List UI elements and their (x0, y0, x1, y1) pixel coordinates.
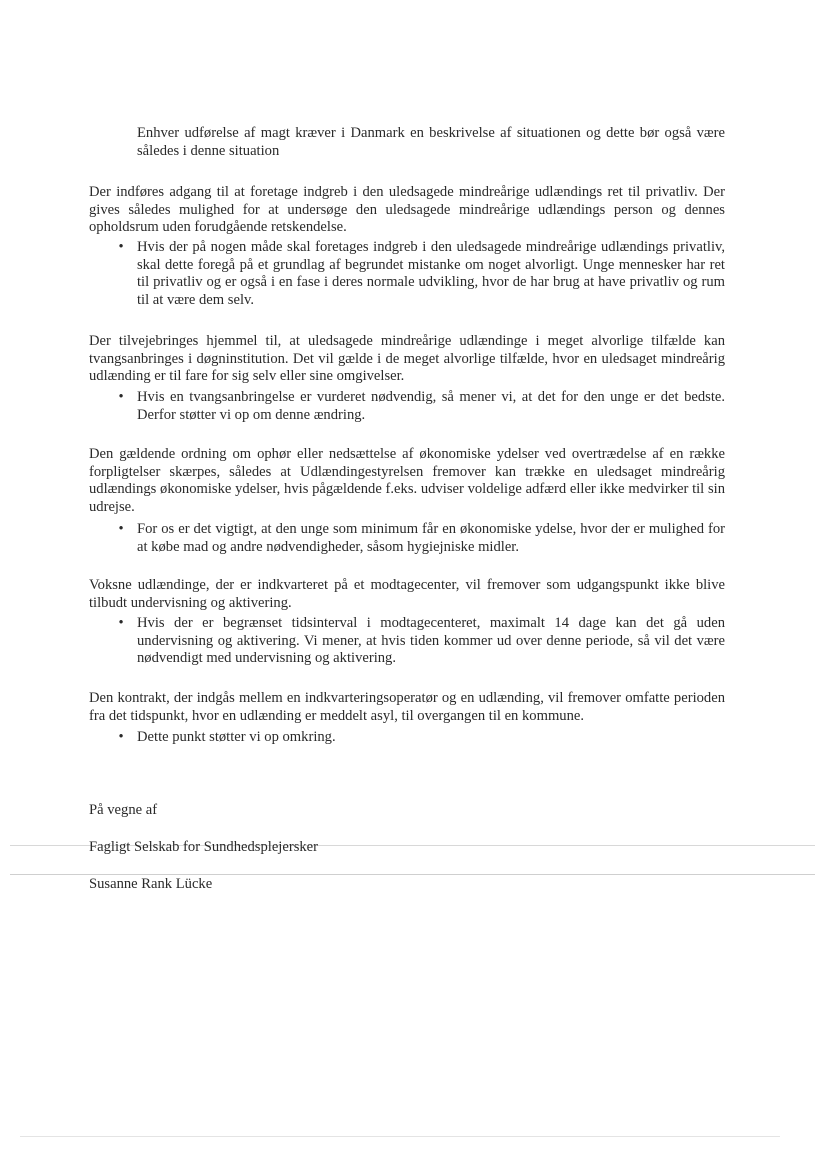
bullet-text: Hvis der er begrænset tidsinterval i modtagecenteret, maximalt 14 dage kan det gå uden undervisning og aktivering. Vi mener, at hvis tiden kommer ud over denne periode, så vil det være nødvendigt med undervisning og aktivering. (137, 615, 725, 667)
signature-organization: Fagligt Selskab for Sundhedsplejersker (89, 839, 319, 855)
section-1-bullets (118, 239, 725, 309)
bullet-item (118, 521, 725, 556)
section-2-bullets (118, 389, 725, 424)
section-4-bullets (118, 615, 725, 668)
bullet-icon: • (118, 729, 124, 745)
scan-artifact-line (20, 1136, 780, 1137)
section-3-bullets (118, 521, 725, 556)
section-3-paragraph: Den gældende ordning om ophør eller nedsættelse af økonomiske ydelser ved overtrædelse af en række forpligtelser skærpes, således at Udlændingestyrelsen fremover kan trække en uledsaget mindreårig udlændings økonomiske ydelser, hvis pågældende f.eks. udviser voldelige adfærd eller ikke medvirker til sin udrejse. (89, 446, 725, 515)
bullet-text: Hvis en tvangsanbringelse er vurderet nødvendig, så mener vi, at det for den unge er det bedste. Derfor støtter vi op om denne ændring. (137, 389, 725, 423)
bullet-text: Hvis der på nogen måde skal foretages indgreb i den uledsagede mindreårige udlændings privatliv, skal dette foregå på et grundlag af begrundet mistanke om noget alvorligt. Unge mennesker har ret til privatliv og er også i en fase i deres normale udvikling, hvor de har brug at have privatliv og rum til at være dem selv. (137, 239, 725, 308)
bullet-text: Dette punkt støtter vi op omkring. (137, 729, 336, 745)
section-4-paragraph: Voksne udlændinge, der er indkvarteret på et modtagecenter, vil fremover som udgangspunkt ikke blive tilbudt undervisning og aktivering. (89, 577, 725, 611)
section-2-paragraph: Der tilvejebringes hjemmel til, at uledsagede mindreårige udlændinge i meget alvorlige tilfælde kan tvangsanbringes i døgninstitution. Det vil gælde i de meget alvorlige tilfælde, hvor en uledsaget mindreårig udlænding er til fare for sig selv eller sine omgivelser. (89, 333, 725, 385)
intro-note: Enhver udførelse af magt kræver i Danmark en beskrivelse af situationen og dette bør også være således i denne situation (137, 125, 725, 159)
bullet-text: For os er det vigtigt, at den unge som minimum får en økonomiske ydelse, hvor der er mulighed for at købe mad og andre nødvendigheder, såsom hygiejniske midler. (137, 521, 725, 555)
bullet-icon: • (118, 615, 124, 631)
section-5-bullets (118, 729, 725, 747)
signature-on-behalf: På vegne af (89, 802, 158, 818)
bullet-icon: • (118, 389, 124, 405)
bullet-item (118, 615, 725, 668)
bullet-item (118, 389, 725, 424)
bullet-item (118, 729, 725, 747)
bullet-icon: • (118, 521, 124, 537)
bullet-icon: • (118, 239, 124, 255)
section-5-paragraph: Den kontrakt, der indgås mellem en indkvarteringsoperatør og en udlænding, vil fremover omfatte perioden fra det tidspunkt, hvor en udlænding er meddelt asyl, til overgangen til en kommune. (89, 690, 725, 724)
bullet-item (118, 239, 725, 309)
signature-name: Susanne Rank Lücke (89, 876, 213, 892)
section-1-paragraph: Der indføres adgang til at foretage indgreb i den uledsagede mindreårige udlændings ret til privatliv. Der gives således mulighed for at undersøge den uledsagede mindreårige udlændings person og dennes opholdsrum uden forudgående retskendelse. (89, 184, 725, 236)
